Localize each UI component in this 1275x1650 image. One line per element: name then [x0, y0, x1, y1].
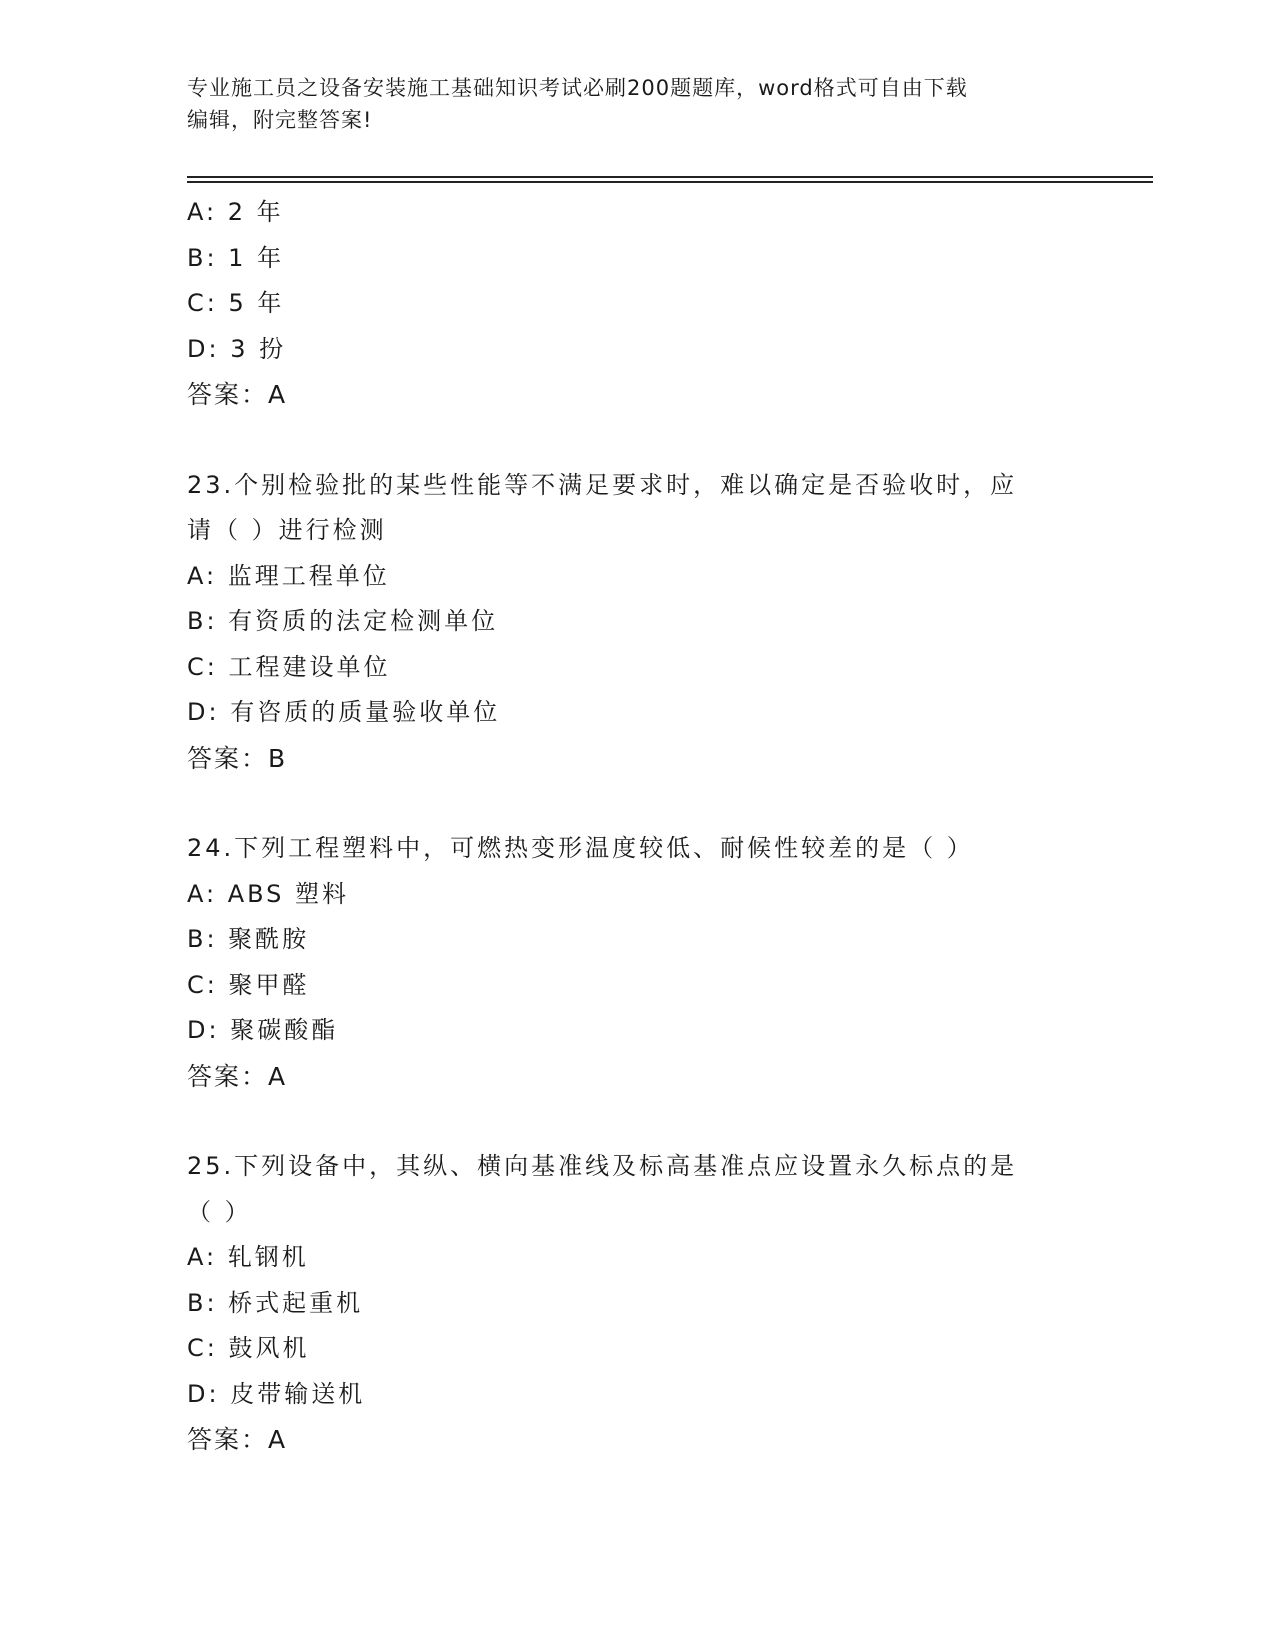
header-line-2: 编辑，附完整答案! — [187, 108, 373, 132]
question-block-25 — [187, 1144, 1087, 1463]
option-a: A: 轧钢机 — [187, 1243, 309, 1271]
option-a: A: ABS 塑料 — [187, 879, 350, 908]
option-b: B: 1 年 — [187, 243, 285, 272]
answer-line: 答案：B — [187, 743, 288, 773]
document-header — [187, 72, 1067, 136]
option-c: C: 工程建设单位 — [187, 652, 391, 681]
question-block-22 — [187, 190, 1087, 418]
option-d: D: 3 扮 — [187, 334, 287, 363]
question-list — [187, 190, 1087, 1463]
option-b: B: 聚酰胺 — [187, 925, 310, 953]
option-d: D: 皮带输送机 — [187, 1379, 366, 1408]
option-c: C: 5 年 — [187, 289, 285, 317]
option-d: D: 聚碳酸酯 — [187, 1016, 339, 1044]
question-block-23 — [187, 463, 1087, 782]
option-d: D: 有咨质的质量验收单位 — [187, 698, 501, 726]
header-divider-bottom — [187, 181, 1153, 183]
option-a: A: 2 年 — [187, 198, 284, 226]
option-c: C: 聚甲醛 — [187, 970, 310, 999]
option-b: B: 桥式起重机 — [187, 1288, 364, 1317]
option-c: C: 鼓风机 — [187, 1334, 310, 1362]
header-line-1: 专业施工员之设备安装施工基础知识考试必刷200题题库，word格式可自由下载 — [187, 76, 968, 100]
question-text-line-2: （ ） — [187, 1197, 252, 1226]
answer-line: 答案：A — [187, 1061, 288, 1091]
answer-line: 答案：A — [187, 1425, 288, 1454]
answer-line: 答案：A — [187, 380, 288, 409]
option-a: A: 监理工程单位 — [187, 561, 390, 590]
question-block-24 — [187, 826, 1087, 1099]
option-b: B: 有资质的法定检测单位 — [187, 607, 499, 635]
question-text-line-2: 请（ ）进行检测 — [187, 516, 387, 544]
header-divider-top — [187, 176, 1153, 178]
question-text-line-1: 25.下列设备中，其纵、横向基准线及标高基准点应设置永久标点的是 — [187, 1152, 1018, 1180]
question-text-line-1: 24.下列工程塑料中，可燃热变形温度较低、耐候性较差的是（ ） — [187, 834, 974, 862]
question-text-line-1: 23.个别检验批的某些性能等不满足要求时，难以确定是否验收时，应 — [187, 470, 1018, 499]
